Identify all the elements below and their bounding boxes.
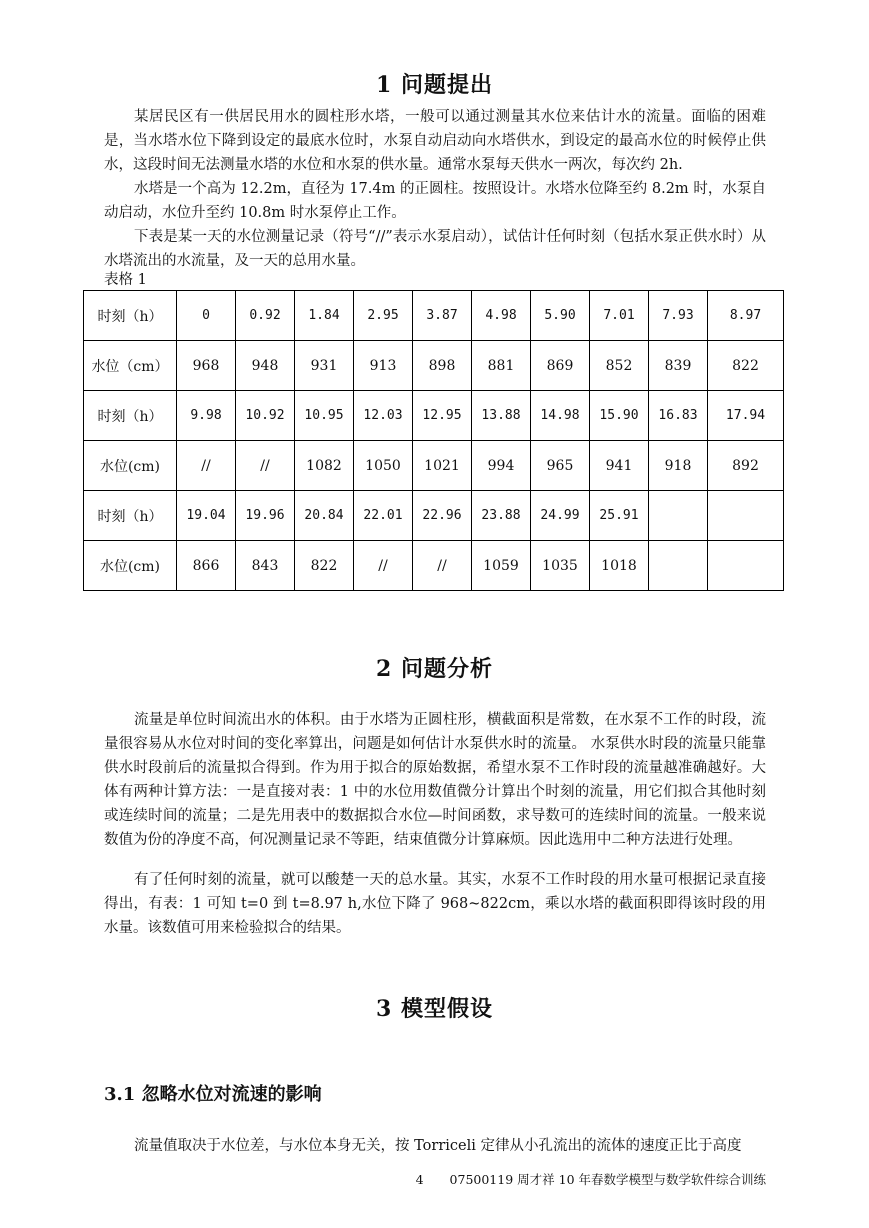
table-cell: 843 xyxy=(236,541,295,591)
section-title-assumptions: 3 模型假设 xyxy=(376,996,493,1022)
table-cell: 16.83 xyxy=(649,391,708,441)
table-cell: 0 xyxy=(177,291,236,341)
page-footer xyxy=(0,1170,766,1188)
table-cell: 1082 xyxy=(295,441,354,491)
table-cell: 1050 xyxy=(354,441,413,491)
table-row xyxy=(84,391,784,441)
table-cell xyxy=(708,541,784,591)
table-cell: 7.93 xyxy=(649,291,708,341)
row-header-cell: 时刻（h） xyxy=(84,291,177,341)
table-cell: 931 xyxy=(295,341,354,391)
table-cell: // xyxy=(177,441,236,491)
table-cell: 1021 xyxy=(413,441,472,491)
paragraph-table-intro: 下表是某一天的水位测量记录（符号“//”表示水泵启动），试估计任何时刻（包括水泵正供水时）从水塔流出的水流量，及一天的总用水量。 xyxy=(104,229,766,269)
table-cell: 869 xyxy=(531,341,590,391)
paragraph-total-usage: 有了任何时刻的流量，就可以酸楚一天的总水量。其实，水泵不工作时段的用水量可根据记录直接得出，有表：1 可知 t=0 到 t=8.97 h,水位下降了 968~822cm，乘以水塔的截面积即得该时段的用水量。该数值可用来检验拟合的结果。 xyxy=(104,872,766,936)
row-header-cell: 时刻（h） xyxy=(84,391,177,441)
table-cell: 1018 xyxy=(590,541,649,591)
table-cell: 881 xyxy=(472,341,531,391)
table-row xyxy=(84,541,784,591)
table-cell: 892 xyxy=(708,441,784,491)
table-cell: 968 xyxy=(177,341,236,391)
table-cell: 22.01 xyxy=(354,491,413,541)
table-cell: 948 xyxy=(236,341,295,391)
table-cell: 852 xyxy=(590,341,649,391)
page-number: 4 xyxy=(415,1172,424,1187)
table-cell: // xyxy=(236,441,295,491)
table-cell: 24.99 xyxy=(531,491,590,541)
table-cell: 994 xyxy=(472,441,531,491)
table-cell: 7.01 xyxy=(590,291,649,341)
table-cell: 0.92 xyxy=(236,291,295,341)
table-row xyxy=(84,491,784,541)
table-cell: // xyxy=(413,541,472,591)
table-cell: 2.95 xyxy=(354,291,413,341)
table-cell: 19.96 xyxy=(236,491,295,541)
table-cell: 9.98 xyxy=(177,391,236,441)
table-row xyxy=(84,441,784,491)
table-row xyxy=(84,341,784,391)
paragraph-intro: 某居民区有一供居民用水的圆柱形水塔，一般可以通过测量其水位来估计水的流量。面临的困难是，当水塔水位下降到设定的最底水位时，水泵自动启动向水塔供水，到设定的最高水位的时候停止供水，这段时间无法测量水塔的水位和水泵的供水量。通常水泵每天供水一两次，每次约 2h. xyxy=(104,109,766,173)
table-cell: 3.87 xyxy=(413,291,472,341)
table-cell: 1.84 xyxy=(295,291,354,341)
table-cell: 941 xyxy=(590,441,649,491)
row-header-cell: 水位（cm） xyxy=(84,341,177,391)
table-cell: 10.92 xyxy=(236,391,295,441)
table-cell: 1035 xyxy=(531,541,590,591)
table-cell: 14.98 xyxy=(531,391,590,441)
table-cell: 839 xyxy=(649,341,708,391)
table-cell: 8.97 xyxy=(708,291,784,341)
section-title-analysis: 2 问题分析 xyxy=(376,656,493,682)
section-title-problem: 1 问题提出 xyxy=(376,72,493,98)
table-cell: 913 xyxy=(354,341,413,391)
table-cell: // xyxy=(354,541,413,591)
water-level-table xyxy=(83,290,784,591)
table-cell: 15.90 xyxy=(590,391,649,441)
table-cell: 13.88 xyxy=(472,391,531,441)
table-cell: 965 xyxy=(531,441,590,491)
paragraph-torricelli: 流量值取决于水位差，与水位本身无关，按 Torriceli 定律从小孔流出的流体的速度正比于高度 xyxy=(134,1138,742,1154)
table-cell: 23.88 xyxy=(472,491,531,541)
table-cell: 5.90 xyxy=(531,291,590,341)
table-row xyxy=(84,291,784,341)
table-cell: 22.96 xyxy=(413,491,472,541)
table-cell: 918 xyxy=(649,441,708,491)
table-cell xyxy=(649,491,708,541)
table-cell: 10.95 xyxy=(295,391,354,441)
table-cell: 12.03 xyxy=(354,391,413,441)
subsection-title-flow-speed: 3.1 忽略水位对流速的影响 xyxy=(104,1084,322,1105)
table-cell xyxy=(649,541,708,591)
table-cell: 20.84 xyxy=(295,491,354,541)
row-header-cell: 水位(cm) xyxy=(84,441,177,491)
table-cell: 822 xyxy=(708,341,784,391)
paragraph-tower-spec: 水塔是一个高为 12.2m，直径为 17.4m 的正圆柱。按照设计。水塔水位降至约 8.2m 时，水泵自动启动，水位升至约 10.8m 时水泵停止工作。 xyxy=(104,181,766,221)
table-cell: 19.04 xyxy=(177,491,236,541)
table-cell: 822 xyxy=(295,541,354,591)
row-header-cell: 水位(cm) xyxy=(84,541,177,591)
paragraph-analysis: 流量是单位时间流出水的体积。由于水塔为正圆柱形，横截面积是常数，在水泵不工作的时段，流量很容易从水位对时间的变化率算出，问题是如何估计水泵供水时的流量。 水泵供水时段的流量只能靠供水时段前后的流量拟合得到。作为用于拟合的原始数据，希望水泵不工作时段的流量越准确越好。大体有两种计算方法：一是直接对表：1 中的水位用数值微分计算出个时刻的流量，用它们拟合其他时刻或连续时间的流量；二是先用表中的数据拟合水位—时间函数，求导数可的连续时间的流量。一般来说数值为份的净度不高，何况测量记录不等距，结束值微分计算麻烦。因此选用中二种方法进行处理。 xyxy=(104,712,766,848)
table-cell xyxy=(708,491,784,541)
footer-text: 07500119 周才祥 10 年春数学模型与数学软件综合训练 xyxy=(449,1172,766,1187)
table-cell: 1059 xyxy=(472,541,531,591)
row-header-cell: 时刻（h） xyxy=(84,491,177,541)
table-cell: 17.94 xyxy=(708,391,784,441)
table-cell: 866 xyxy=(177,541,236,591)
table-cell: 25.91 xyxy=(590,491,649,541)
table-caption: 表格 1 xyxy=(104,272,147,288)
table-cell: 898 xyxy=(413,341,472,391)
table-cell: 12.95 xyxy=(413,391,472,441)
table-cell: 4.98 xyxy=(472,291,531,341)
